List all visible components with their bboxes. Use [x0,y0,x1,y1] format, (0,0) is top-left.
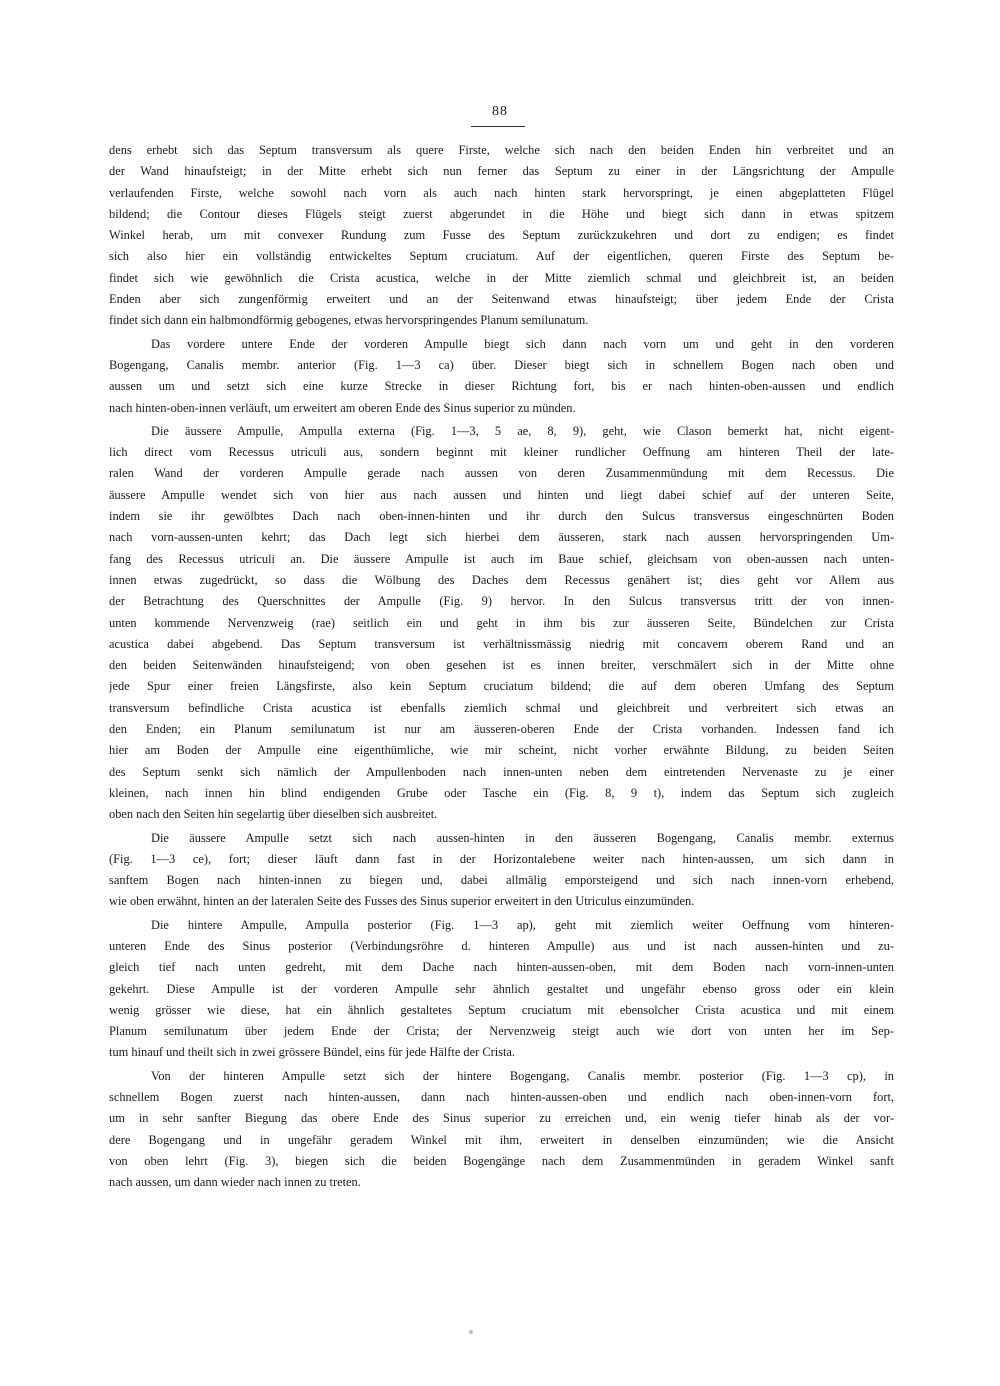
text-line: schnellem Bogen zuerst nach hinten-aussen, dann nach hinten-aussen-oben und endlich nach oben-innen-vorn fort, [109,1090,894,1105]
text-line: unteren Ende des Sinus posterior (Verbindungsröhre d. hinteren Ampulle) aus und ist nach aussen-hinten und zu- [109,938,894,953]
body-text [109,140,894,1194]
text-line: oben nach den Seiten hin segelartig über dieselben sich ausbreitet. [109,807,438,822]
text-line: Bogengang, Canalis membr. anterior (Fig. 1—3 ca) über. Dieser biegt sich in schnellem Bogen nach oben und [109,357,894,372]
header-rule [471,126,525,127]
text-line: wie oben erwähnt, hinten an der lateralen Seite des Fusses des Sinus superior erweitert in den Utriculus einzumünden. [109,894,695,909]
text-line: innen etwas zugedrückt, so dass die Wölbung des Daches dem Recessus genähert ist; dies geht vor Allem aus [109,572,894,587]
text-line: nach hinten-oben-innen verläuft, um erweitert am oberen Ende des Sinus superior zu münden. [109,400,576,415]
text-line: den Enden; ein Planum semilunatum ist nur am äusseren-oberen Ende der Crista vorhanden. Indessen fand ich [109,722,894,737]
text-line: von oben lehrt (Fig. 3), biegen sich die beiden Bogengänge nach dem Zusammenmünden in geradem Winkel sanft [109,1153,894,1168]
text-line: um in sehr sanfter Biegung das obere Ende des Sinus superior zu erreichen und, ein wenig tiefer hinab als der vor- [109,1111,894,1126]
paragraph [109,1066,894,1194]
text-line: ralen Wand der vorderen Ampulle gerade nach aussen von deren Zusammenmündung mit dem Recessus. Die [109,466,894,481]
text-line: lich direct vom Recessus utriculi aus, sondern beginnt mit kleiner rundlicher Oeffnung am hinteren Theil der late- [109,445,894,460]
paragraph [109,828,894,913]
paragraph [109,334,894,419]
paragraph [109,915,894,1064]
text-line: indem sie ihr gewölbtes Dach nach oben-innen-hinten und ihr durch den Sulcus transversus eingeschnürten Boden [109,509,894,524]
text-line: verlaufenden Firste, welche sowohl nach vorn als auch nach hinten stark hervorspringt, je einen abgeplatteten Flügel [109,185,894,200]
text-line: dere Bogengang und in ungefähr geradem Winkel mit ihm, erweitert in denselben einzumünden; wie die Ansicht [109,1132,894,1147]
text-line: jede Spur einer freien Längsfirste, also kein Septum cruciatum bildend; die auf dem oberen Umfang des Septum [109,679,894,694]
text-line: gekehrt. Diese Ampulle ist der vorderen Ampulle sehr ähnlich gestaltet und ungefähr ebenso gross oder ein klein [109,981,894,996]
text-line: Planum semilunatum über jedem Ende der Crista; der Nervenzweig steigt auch wie dort von unten her im Sep- [109,1024,894,1039]
text-line: Enden aber sich zungenförmig erweitert und an der Seitenwand etwas hinaufsteigt; über jedem Ende der Crista [109,292,894,307]
text-line: hier am Boden der Ampulle eine eigenthümliche, wie mir scheint, nicht vorher erwähnte Bildung, zu beiden Seiten [109,743,894,758]
text-line: fang des Recessus utriculi an. Die äussere Ampulle ist auch im Baue schief, gleichsam von oben-aussen nach unten- [109,551,894,566]
text-line: bildend; die Contour dieses Flügels steigt zuerst abgerundet in die Höhe und biegt sich dann in etwas spitzem [109,206,894,221]
text-line: den beiden Seitenwänden hinaufsteigend; von oben gesehen ist es innen breiter, verschmälert sich in der Mitte ohne [109,658,894,673]
text-line: Winkel herab, um mit convexer Rundung zum Fusse des Septum zurückzukehren und dort zu endigen; es findet [109,228,894,243]
text-line: äussere Ampulle wendet sich von hier aus nach aussen und hinten und liegt dabei schief auf der unteren Seite, [109,487,894,502]
text-line: des Septum senkt sich nämlich der Ampullenboden nach innen-unten neben dem eintretenden Nervenaste zu je einer [109,764,894,779]
page-number: 88 [492,104,508,119]
text-line: Die äussere Ampulle, Ampulla externa (Fig. 1—3, 5 ae, 8, 9), geht, wie Clason bemerkt hat, nicht eigent- [151,423,894,438]
paragraph [109,140,894,332]
text-line: der Wand hinaufsteigt; in der Mitte erhebt sich nun ferner das Septum zu einer in der Längsrichtung der Ampulle [109,164,894,179]
text-line: gleich tief nach unten gedreht, mit dem Dache nach hinten-aussen-oben, mit dem Boden nach vorn-innen-unten [109,960,894,975]
text-line: aussen um und setzt sich eine kurze Strecke in dieser Richtung fort, bis er nach hinten-oben-aussen und endlich [109,379,894,394]
page-speck [469,1330,473,1334]
text-line: Die hintere Ampulle, Ampulla posterior (Fig. 1—3 ap), geht mit ziemlich weiter Oeffnung vom hinteren- [151,917,894,932]
text-line: tum hinauf und theilt sich in zwei grössere Bündel, eins für jede Hälfte der Crista. [109,1045,516,1060]
text-line: nach vorn-aussen-unten kehrt; das Dach legt sich hierbei dem äusseren, stark nach aussen hervorspringenden Um- [109,530,894,545]
text-line: findet sich wie gewöhnlich die Crista acustica, welche in der Mitte ziemlich schmal und gleichbreit ist, an beiden [109,270,894,285]
text-line: kleinen, nach innen hin blind endigenden Grube oder Tasche ein (Fig. 8, 9 t), indem das Septum sich zugleich [109,785,894,800]
text-line: dens erhebt sich das Septum transversum als quere Firste, welche sich nach den beiden Enden hin verbreitet und an [109,143,894,157]
text-line: (Fig. 1—3 ce), fort; dieser läuft dann fast in der Horizontalebene weiter nach hinten-aussen, um sich dann in [109,851,894,866]
text-line: wenig grösser wie diese, hat ein ähnlich gestaltetes Septum cruciatum mit ebensolcher Crista acustica und mit einem [109,1002,894,1017]
text-line: findet sich dann ein halbmondförmig gebogenes, etwas hervorspringendes Planum semilunatum. [109,313,589,328]
text-line: Das vordere untere Ende der vorderen Ampulle biegt sich dann nach vorn um und geht in den vorderen [151,336,894,351]
text-line: Von der hinteren Ampulle setzt sich der hintere Bogengang, Canalis membr. posterior (Fig. 1—3 cp), in [151,1068,894,1083]
text-line: transversum befindliche Crista acustica ist ebenfalls ziemlich schmal und gleichbreit und verbreitert sich etwas an [109,700,894,715]
text-line: unten kommende Nervenzweig (rae) seitlich ein und geht in ihm bis zur äusseren Seite, Bündelchen zur Crista [109,615,894,630]
text-line: nach aussen, um dann wieder nach innen zu treten. [109,1175,361,1190]
text-line: der Betrachtung des Querschnittes der Ampulle (Fig. 9) hervor. In den Sulcus transversus tritt der von innen- [109,594,894,609]
text-line: sanftem Bogen nach hinten-innen zu biegen und, dabei allmälig emporsteigend und sich nach innen-vorn erhebend, [109,873,894,888]
text-line: acustica dabei abgebend. Das Septum transversum ist verhältnissmässig niedrig mit concavem oberem Rand und an [109,636,894,651]
text-line: sich also hier ein vollständig entwickeltes Septum cruciatum. Auf der eigentlichen, queren Firste des Septum be- [109,249,894,264]
text-line: Die äussere Ampulle setzt sich nach aussen-hinten in den äusseren Bogengang, Canalis membr. externus [151,830,894,845]
paragraph [109,421,894,826]
